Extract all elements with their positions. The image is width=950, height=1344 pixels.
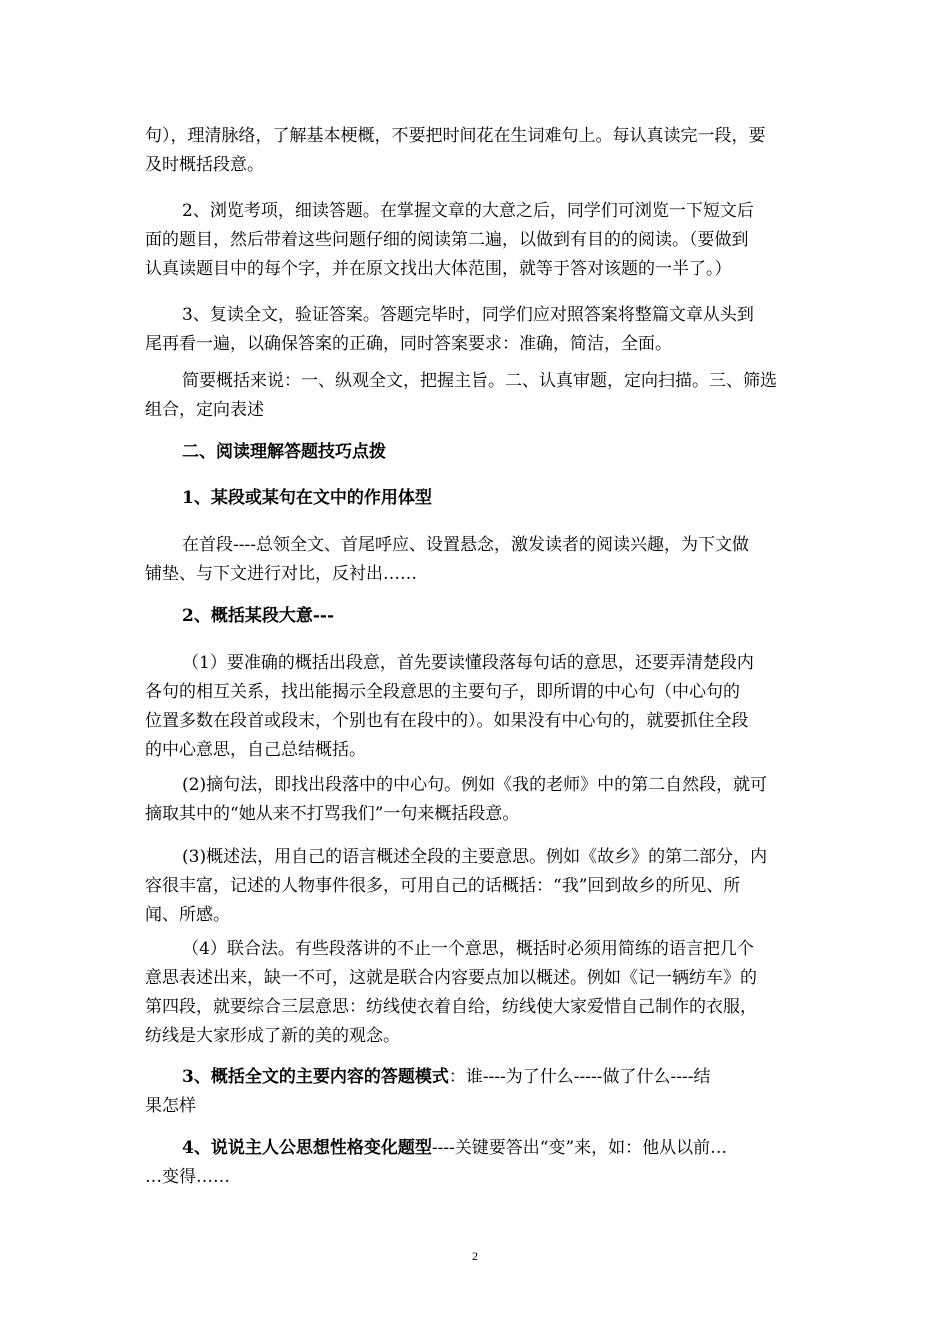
paragraph-method-4 — [145, 935, 810, 1051]
text-line — [145, 1134, 810, 1163]
paragraph-reading-summary — [145, 122, 810, 180]
text-line: 铺垫、与下文进行对比，反衬出…… — [145, 564, 417, 584]
heading-text: 1、某段或某句在文中的作用体型 — [182, 488, 432, 508]
text-line: 闻、所感。 — [145, 905, 230, 925]
text-line: 的中心意思，自己总结概括。 — [145, 740, 366, 760]
bold-heading-text: 4、说说主人公思想性格变化题型 — [182, 1138, 432, 1158]
answer-pattern-text: ----关键要答出“变”来，如：他从以前… — [431, 1138, 728, 1158]
text-line: 面的题目，然后带着这些问题仔细的阅读第二遍，以做到有目的的阅读。（要做到 — [145, 230, 749, 250]
text-line: （4）联合法。有些段落讲的不止一个意思，概括时必须用简练的语言把几个 — [182, 939, 754, 959]
paragraph-step-2 — [145, 197, 810, 284]
text-line: 各句的相互关系，找出能揭示全段意思的主要句子，即所谓的中心句（中心句的 — [145, 682, 740, 702]
paragraph-brief-summary — [145, 367, 810, 425]
text-line: 纺线是大家形成了新的美的观念。 — [145, 1026, 400, 1046]
heading-text: 2、概括某段大意--- — [182, 606, 334, 626]
text-line: 组合，定向表述 — [145, 400, 264, 420]
paragraph-method-3 — [145, 843, 810, 930]
text-line: 位置多数在段首或段末，个别也有在段中的）。如果没有中心句的，就要抓住全段 — [145, 711, 749, 731]
text-line: 第四段，就要综合三层意思：纺线使衣着自给，纺线使大家爱惜自己制作的衣服， — [145, 997, 757, 1017]
paragraph-step-3 — [145, 301, 810, 359]
text-line: (3)概述法，用自己的语言概述全段的主要意思。例如《故乡》的第二部分，内 — [182, 847, 768, 867]
text-line: 2、浏览考项，细读答题。在掌握文章的大意之后，同学们可浏览一下短文后 — [182, 201, 754, 221]
text-line: 摘取其中的“她从来不打骂我们”一句来概括段意。 — [145, 804, 520, 824]
section-heading — [145, 438, 810, 467]
text-line: 果怎样 — [145, 1096, 196, 1116]
text-line: (2)摘句法，即找出段落中的中心句。例如《我的老师》中的第二自然段，就可 — [182, 775, 768, 795]
text-line: 容很丰富，记述的人物事件很多，可用自己的话概括：“我”回到故乡的所见、所 — [145, 876, 741, 896]
paragraph-first-segment — [145, 531, 810, 589]
page-number: 2 — [472, 1249, 478, 1263]
text-line: 意思表述出来，缺一不可，这就是联合内容要点加以概述。例如《记一辆纺车》的 — [145, 968, 757, 988]
paragraph-method-2 — [145, 771, 810, 829]
text-line: （1）要准确的概括出段意，首先要读懂段落每句话的意思，还要弄清楚段内 — [182, 653, 754, 673]
bold-heading-text: 3、概括全文的主要内容的答题模式 — [182, 1067, 449, 1087]
text-line: 3、复读全文，验证答案。答题完毕时，同学们应对照答案将整篇文章从头到 — [182, 305, 754, 325]
text-line: 句），理清脉络，了解基本梗概，不要把时间花在生词难句上。每认真读完一段，要 — [145, 126, 766, 146]
text-line: 尾再看一遍，以确保答案的正确，同时答案要求：准确，简洁，全面。 — [145, 334, 672, 354]
text-line: 在首段----总领全文、首尾呼应、设置悬念，激发读者的阅读兴趣，为下文做 — [182, 535, 749, 555]
text-line: 及时概括段意。 — [145, 155, 264, 175]
text-line — [145, 1063, 810, 1092]
paragraph-character-change — [145, 1134, 810, 1192]
paragraph-method-1 — [145, 649, 810, 765]
answer-pattern-text: ：谁----为了什么-----做了什么----结 — [448, 1067, 711, 1087]
subsection-heading-2 — [145, 602, 810, 631]
text-line: 认真读题目中的每个字，并在原文找出大体范围，就等于答对该题的一半了。） — [145, 259, 732, 279]
text-line: …变得…… — [145, 1167, 230, 1187]
subsection-heading-1 — [145, 484, 810, 513]
text-line: 简要概括来说：一、纵观全文，把握主旨。二、认真审题，定向扫描。三、筛选 — [182, 371, 777, 391]
paragraph-answer-model — [145, 1063, 810, 1121]
heading-text: 二、阅读理解答题技巧点拨 — [182, 442, 386, 462]
